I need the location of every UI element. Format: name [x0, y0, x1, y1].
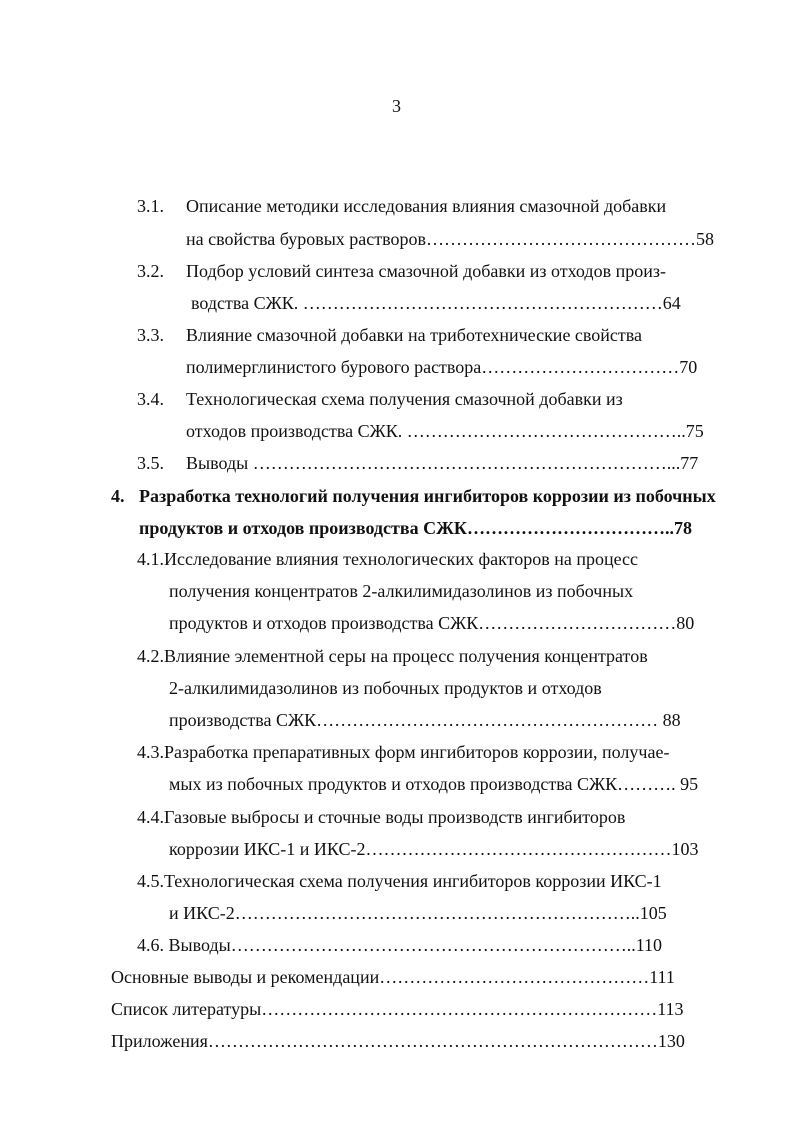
toc-entry-text: на свойства буровых растворов………………………………………58 [186, 229, 715, 249]
toc-entry-text: и ИКС-2…………………………………………………………..105 [169, 903, 667, 923]
toc-entry-appendices: Приложения…………………………………………………………………130 [111, 1031, 685, 1051]
toc-entry-text: 4.6. Выводы…………………………………………………………..110 [137, 935, 663, 955]
toc-entry-text: производства СЖК………………………………………………… 88 [169, 710, 681, 730]
toc-entry-text: водства СЖК. ……………………………………………………64 [191, 293, 681, 313]
toc-entry-text: полимерглинистого бурового раствора……………………………70 [186, 357, 698, 377]
toc-entry-text: 4.1.Исследование влияния технологических факторов на процесс [137, 549, 639, 569]
toc-number: 3.5. [137, 453, 164, 473]
toc-number: 4. [111, 486, 125, 506]
toc-number: 3.3. [137, 325, 164, 345]
toc-number: 3.4. [137, 389, 164, 409]
toc-entry-text: 4.3.Разработка препаративных форм ингибиторов коррозии, получае- [137, 742, 670, 762]
toc-entry-text: 4.2.Влияние элементной серы на процесс получения концентратов [137, 646, 648, 666]
toc-entry-text: продуктов и отходов производства СЖК……………………………..78 [139, 518, 692, 538]
toc-entry-text: 4.5.Технологическая схема получения ингибиторов коррозии ИКС-1 [137, 871, 662, 891]
toc-entry-text: 4.4.Газовые выбросы и сточные воды производств ингибиторов [137, 807, 626, 827]
toc-entry-text: Влияние смазочной добавки на триботехнические свойства [186, 325, 643, 345]
toc-entry-references: Список литературы…………………………………………………………113 [111, 999, 684, 1019]
toc-entry-text: мых из побочных продуктов и отходов производства СЖК………. 95 [169, 774, 699, 794]
toc-number: 3.1. [137, 196, 164, 216]
toc-entry-text: получения концентратов 2-алкилимидазолинов из побочных [169, 581, 634, 601]
toc-entry-text: продуктов и отходов производства СЖК……………………………80 [169, 613, 695, 633]
toc-entry-conclusions: Основные выводы и рекомендации………………………………………111 [111, 967, 675, 987]
toc-entry-text: Разработка технологий получения ингибиторов коррозии из побочных [139, 486, 716, 506]
toc-entry-text: Описание методики исследования влияния смазочной добавки [186, 196, 667, 216]
toc-entry-text: Подбор условий синтеза смазочной добавки из отходов произ- [186, 261, 666, 281]
toc-entry-text: Выводы ……………………………………………………………...77 [186, 453, 699, 473]
toc-number: 3.2. [137, 261, 164, 281]
toc-entry-text: отходов производства СЖК. ………………………………………..75 [186, 421, 704, 441]
toc-entry-text: Технологическая схема получения смазочной добавки из [186, 389, 623, 409]
page-number: 3 [392, 96, 401, 116]
toc-entry-text: коррозии ИКС-1 и ИКС-2……………………………………………103 [169, 839, 699, 859]
toc-entry-text: 2-алкилимидазолинов из побочных продуктов и отходов [169, 678, 602, 698]
